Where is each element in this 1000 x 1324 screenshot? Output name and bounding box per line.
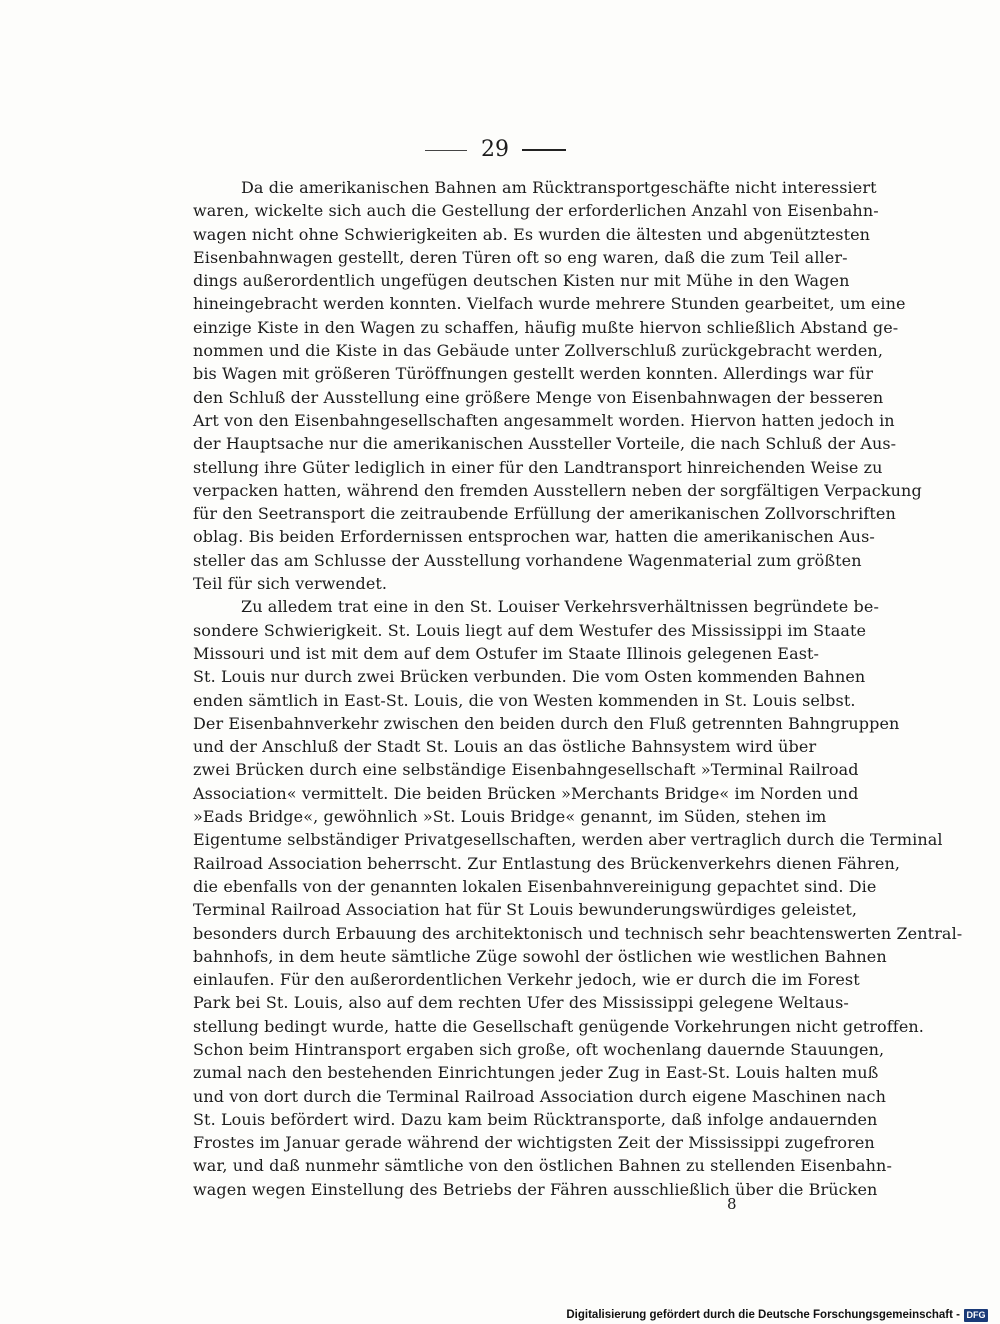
- text-line: die ebenfalls von der genannten lokalen Eisenbahnvereinigung gepachtet sind. Die: [193, 876, 877, 896]
- header-rule-left: [425, 150, 467, 151]
- text-line: und von dort durch die Terminal Railroad Association durch eigene Maschinen nach: [193, 1086, 887, 1106]
- text-line: Zu alledem trat eine in den St. Louiser Verkehrsverhältnissen begründete be-: [241, 597, 879, 617]
- text-line: Frostes im Januar gerade während der wichtigsten Zeit der Mississippi zugefroren: [193, 1133, 875, 1153]
- text-line: Missouri und ist mit dem auf dem Ostufer im Staate Illinois gelegenen East-: [193, 643, 820, 663]
- text-line: Eisenbahnwagen gestellt, deren Türen oft so eng waren, daß die zum Teil aller-: [193, 247, 848, 267]
- text-line: Schon beim Hintransport ergaben sich große, oft wochenlang dauernde Stauungen,: [193, 1039, 885, 1059]
- digitization-footer: [566, 1307, 988, 1323]
- text-line: dings außerordentlich ungefügen deutschen Kisten nur mit Mühe in den Wagen: [193, 271, 850, 291]
- text-line: einlaufen. Für den außerordentlichen Verkehr jedoch, wie er durch die im Forest: [193, 970, 860, 990]
- text-line: stellung bedingt wurde, hatte die Gesellschaft genügende Vorkehrungen nicht getroffen.: [193, 1016, 924, 1036]
- page-number: 29: [481, 137, 509, 162]
- text-line: besonders durch Erbauung des architektonisch und technisch sehr beachtenswerten Zentral-: [193, 923, 963, 943]
- text-line: enden sämtlich in East-St. Louis, die von Westen kommenden in St. Louis selbst.: [193, 690, 856, 710]
- text-line: waren, wickelte sich auch die Gestellung der erforderlichen Anzahl von Eisenbahn-: [193, 201, 879, 221]
- text-line: einzige Kiste in den Wagen zu schaffen, häufig mußte hiervon schließlich Abstand ge-: [193, 317, 899, 337]
- text-line: wagen nicht ohne Schwierigkeiten ab. Es wurden die ältesten und abgenütztesten: [193, 224, 871, 244]
- text-line: zumal nach den bestehenden Einrichtungen jeder Zug in East-St. Louis halten muß: [193, 1063, 879, 1083]
- paragraph: [193, 176, 922, 595]
- text-line: verpacken hatten, während den fremden Ausstellern neben der sorgfältigen Verpackung: [193, 480, 922, 500]
- text-line: bis Wagen mit größeren Türöffnungen gestellt werden konnten. Allerdings war für: [193, 364, 874, 384]
- text-line: und der Anschluß der Stadt St. Louis an das östliche Bahnsystem wird über: [193, 737, 817, 757]
- text-line: St. Louis nur durch zwei Brücken verbunden. Die vom Osten kommenden Bahnen: [193, 667, 866, 687]
- text-line: den Schluß der Ausstellung eine größere Menge von Eisenbahnwagen der besseren: [193, 387, 884, 407]
- text-line: für den Seetransport die zeitraubende Erfüllung der amerikanischen Zollvorschriften: [193, 504, 896, 524]
- signature-mark: 8: [727, 1195, 737, 1213]
- dfg-logo: DFG: [964, 1309, 988, 1322]
- footer-credit-text: Digitalisierung gefördert durch die Deutsche Forschungsgemeinschaft -: [566, 1309, 960, 1321]
- text-line: Da die amerikanischen Bahnen am Rücktransportgeschäfte nicht interessiert: [241, 178, 877, 197]
- text-line: St. Louis befördert wird. Dazu kam beim Rücktransporte, daß infolge andauernden: [193, 1109, 878, 1129]
- text-line: Der Eisenbahnverkehr zwischen den beiden durch den Fluß getrennten Bahngruppen: [193, 713, 900, 733]
- text-line: Teil für sich verwendet.: [193, 574, 388, 594]
- header-rule-right: [522, 149, 566, 151]
- text-line: Terminal Railroad Association hat für St Louis bewunderungswürdiges geleistet,: [193, 900, 858, 920]
- text-line: hineingebracht werden konnten. Vielfach wurde mehrere Stunden gearbeitet, um eine: [193, 294, 906, 314]
- text-line: war, und daß nunmehr sämtliche von den östlichen Bahnen zu stellenden Eisenbahn-: [193, 1156, 892, 1176]
- text-line: sondere Schwierigkeit. St. Louis liegt auf dem Westufer des Mississippi im Staate: [193, 620, 867, 640]
- paragraph: [193, 595, 963, 1201]
- text-line: Association« vermittelt. Die beiden Brücken »Merchants Bridge« im Norden und: [193, 783, 859, 803]
- running-head: [420, 138, 570, 164]
- text-line: »Eads Bridge«, gewöhnlich »St. Louis Bridge« genannt, im Süden, stehen im: [193, 807, 827, 827]
- text-line: stellung ihre Güter lediglich in einer für den Landtransport hinreichenden Weise zu: [193, 457, 883, 477]
- text-line: Park bei St. Louis, also auf dem rechten Ufer des Mississippi gelegene Weltaus-: [193, 993, 849, 1013]
- text-line: Art von den Eisenbahngesellschaften angesammelt worden. Hiervon hatten jedoch in: [193, 410, 895, 430]
- text-line: Railroad Association beherrscht. Zur Entlastung des Brückenverkehrs dienen Fähren,: [193, 853, 901, 873]
- body-text: [193, 176, 963, 1201]
- text-line: zwei Brücken durch eine selbständige Eisenbahngesellschaft »Terminal Railroad: [193, 760, 859, 780]
- text-line: bahnhofs, in dem heute sämtliche Züge sowohl der östlichen wie westlichen Bahnen: [193, 946, 887, 966]
- text-line: steller das am Schlusse der Ausstellung vorhandene Wagenmaterial zum größten: [193, 550, 862, 570]
- text-line: Eigentume selbständiger Privatgesellschaften, werden aber vertraglich durch die Terminal: [193, 830, 943, 850]
- text-line: wagen wegen Einstellung des Betriebs der Fähren ausschließlich über die Brücken: [193, 1179, 878, 1199]
- text-line: nommen und die Kiste in das Gebäude unter Zollverschluß zurückgebracht werden,: [193, 341, 884, 361]
- text-line: oblag. Bis beiden Erfordernissen entsprochen war, hatten die amerikanischen Aus-: [193, 527, 875, 547]
- text-line: der Hauptsache nur die amerikanischen Aussteller Vorteile, die nach Schluß der Aus-: [193, 434, 897, 454]
